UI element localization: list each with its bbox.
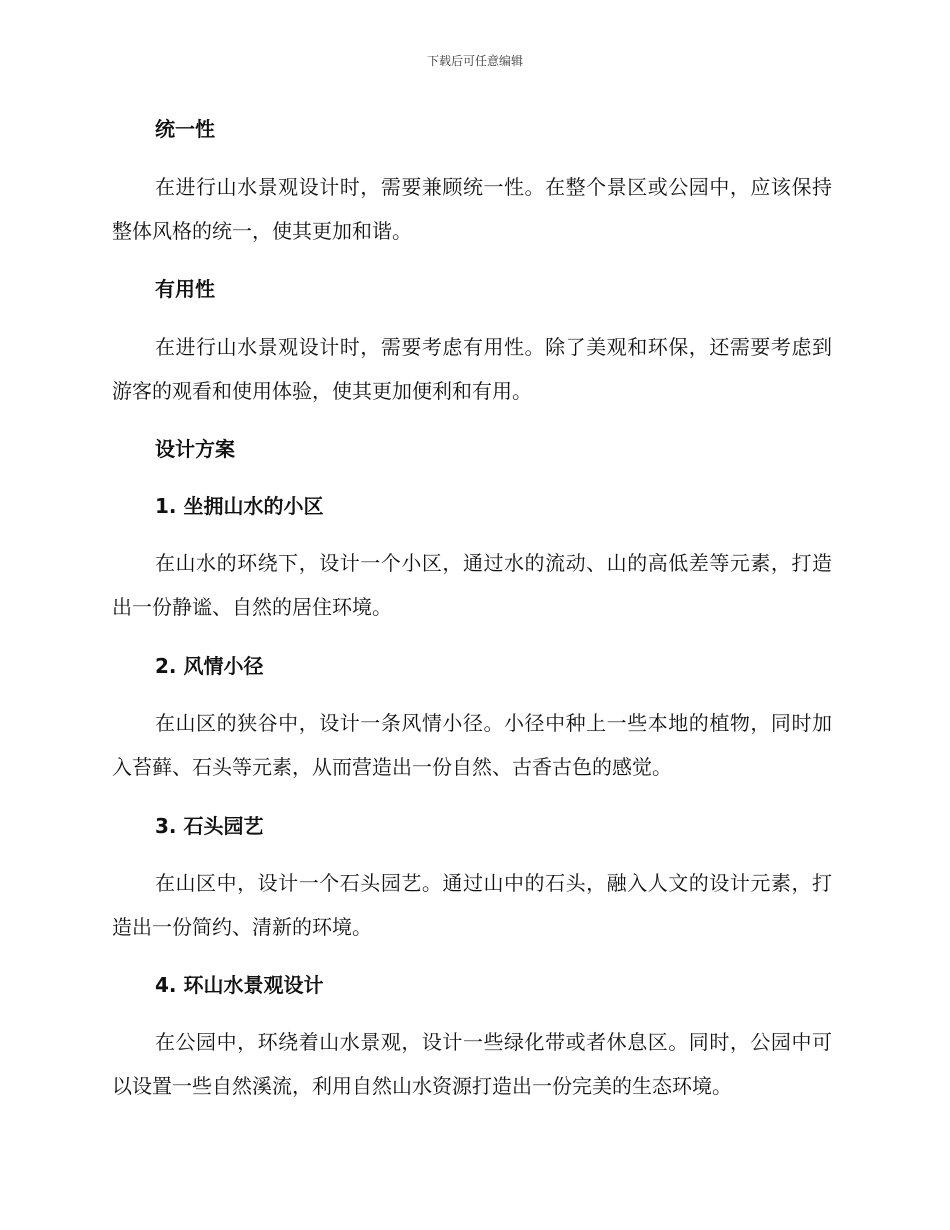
section-heading-unity: 统一性 — [155, 117, 215, 141]
section-heading-plan-3: 3. 石头园艺 — [155, 814, 264, 838]
section-heading-usefulness: 有用性 — [155, 277, 215, 301]
section-heading-design-plan: 设计方案 — [155, 437, 235, 461]
section-paragraph-plan-1: 在山水的环绕下，设计一个小区，通过水的流动、山的高低差等元素，打造出一份静谧、自然的居住环境。 — [112, 551, 832, 619]
section-paragraph-plan-3: 在山区中，设计一个石头园艺。通过山中的石头，融入人文的设计元素，打造出一份简约、清新的环境。 — [112, 871, 832, 939]
page-header: 下载后可任意编辑 — [426, 54, 523, 68]
section-heading-plan-2: 2. 风情小径 — [155, 654, 264, 678]
section-heading-plan-4: 4. 环山水景观设计 — [155, 973, 324, 997]
section-paragraph-plan-4: 在公园中，环绕着山水景观，设计一些绿化带或者休息区。同时，公园中可以设置一些自然溪流，利用自然山水资源打造出一份完美的生态环境。 — [112, 1030, 832, 1098]
section-paragraph-plan-2: 在山区的狭谷中，设计一条风情小径。小径中种上一些本地的植物，同时加入苔藓、石头等元素，从而营造出一份自然、古香古色的感觉。 — [112, 711, 832, 779]
section-paragraph-unity: 在进行山水景观设计时，需要兼顾统一性。在整个景区或公园中，应该保持整体风格的统一，使其更加和谐。 — [112, 175, 832, 243]
section-heading-plan-1: 1. 坐拥山水的小区 — [155, 494, 324, 518]
section-paragraph-usefulness: 在进行山水景观设计时，需要考虑有用性。除了美观和环保，还需要考虑到游客的观看和使用体验，使其更加便利和有用。 — [112, 335, 832, 403]
